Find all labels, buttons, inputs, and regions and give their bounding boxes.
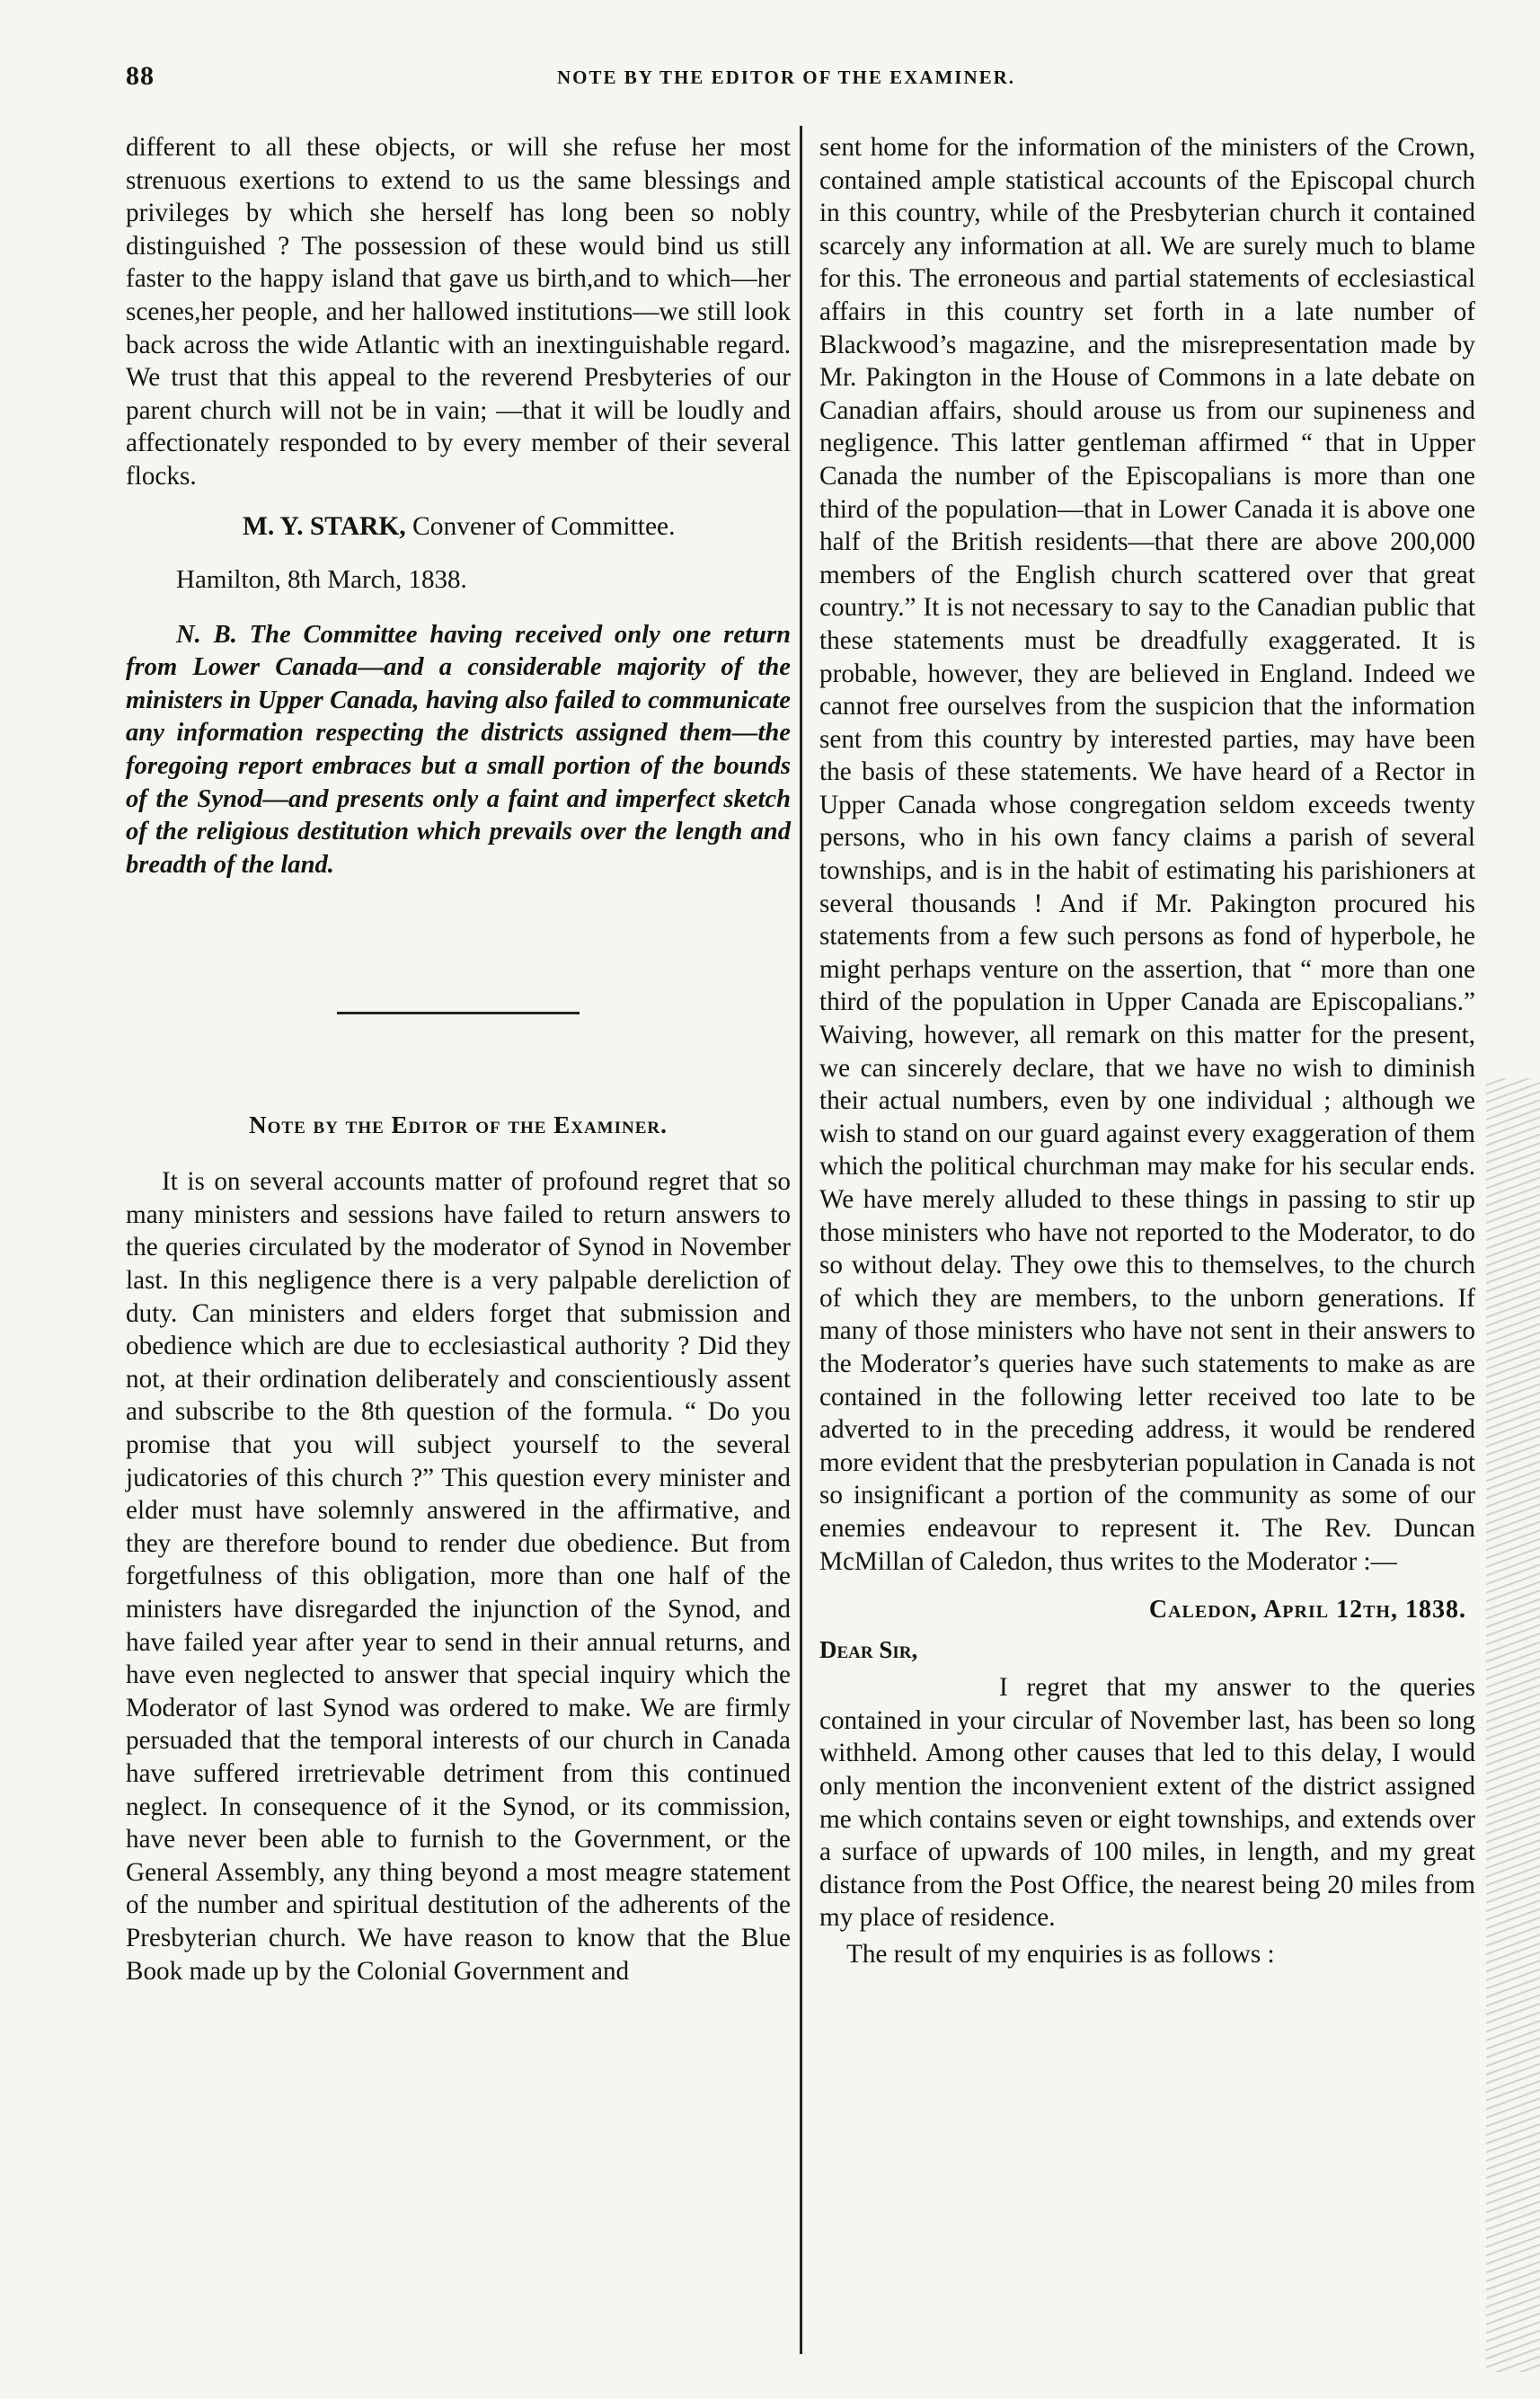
dateline: Hamilton, 8th March, 1838. <box>176 564 467 594</box>
nota-bene <box>126 619 791 882</box>
column-divider <box>800 126 802 2354</box>
running-head: NOTE BY THE EDITOR OF THE EXAMINER. <box>556 66 1016 88</box>
letter-body <box>819 1671 1475 1970</box>
page-header <box>126 61 1447 97</box>
page-edge-binding <box>1486 1078 1540 2372</box>
right-column <box>819 131 1475 1970</box>
opening-paragraph: different to all these objects, or will she refuse her most strenuous exertions to extend to us the same blessings and privileges by which she herself has long been so nobly distinguished ? The possession of these would bind us still faster to the happy island that gave us birth,and to which—her scenes,her people, and her hallowed institutions—we still look back across the wide Atlantic with an inextinguishable regard. We trust that this appeal to the reverend Presbyteries of our parent church will not be in vain; —that it will be loudly and affectionately responded to by every member of their several flocks. <box>126 133 791 491</box>
signature-name: M. Y. STARK, <box>243 511 406 541</box>
nota-bene-text: The Committee having received only one return from Lower Canada—and a considerable majority of the ministers in Upper Canada, having also failed to communicate any information respecting the districts assigned them—the foregoing report embraces but a small portion of the bounds of the Synod—and presents only a faint and imperfect sketch of the religious destitution which prevails over the length and breadth of the land. <box>126 620 791 879</box>
editor-note-paragraph: It is on several accounts matter of profound regret that so many ministers and sessions have failed to return answers to the queries circulated by the moderator of Synod in November last. In this negligence there is a very palpable dereliction of duty. Can ministers and elders forget that submission and obedience which are due to ecclesiastical authority ? Did they not, at their ordination deliberately and conscientiously assent and subscribe to the 8th question of the formula. “ Do you promise that you will subject yourself to the several judicatories of this church ?” This question every minister and elder must have solemnly answered in the affirmative, and they are therefore bound to render due obedience. But from forgetfulness of this obligation, more than one half of the ministers have disregarded the injunction of the Synod, and have failed year after year to send in their annual returns, and have even neglected to answer that special inquiry which the Moderator of last Synod was ordered to make. We are firmly persuaded that the temporal interests of our church in Canada have suffered irretrievable detriment from this continued neglect. In consequence of it the Synod, or its commission, have never been able to furnish to the Government, or the General Assembly, any thing beyond a most meagre statement of the number and spiritual destitution of the adherents of the Presbyterian church. We have reason to know that the Blue Book made up by the Colonial Government and <box>126 1167 791 1986</box>
signature <box>126 509 791 544</box>
continuation-paragraph: sent home for the information of the ministers of the Crown, contained ample statistical accounts of the Episcopal church in this country, while of the Presbyterian church it contained scarcely any information at all. We are surely much to blame for this. The erroneous and partial statements of ecclesiastical affairs in this country set forth in a late number of Blackwood’s magazine, and the misrepresentation made by Mr. Pakington in the House of Commons in a late debate on Canadian affairs, should arouse us from our supineness and negligence. This latter gentleman affirmed “ that in Upper Canada the number of the Episcopalians is more than one third of the population—that in Lower Canada it is above one half of the British residents—that there are above 200,000 members of the English church scattered over that great country.” It is not necessary to say to the Canadian public that these statements must be dreadfully exaggerated. It is probable, however, they are believed in England. Indeed we cannot free ourselves from the suspicion that the information sent from this country by interested parties, may have been the basis of these statements. We have heard of a Rector in Upper Canada whose congregation seldom exceeds twenty persons, who in his own fancy claims a parish of several townships, and is in the habit of estimating his parishioners at several thousands ! And if Mr. Pakington procured his statements from a few such persons as fond of hyperbole, he might perhaps venture on the assertion, that “ more than one third of the population in Upper Canada are Episcopalians.” Waiving, however, all remark on this matter for the present, we can sincerely declare, that we have no wish to diminish their actual numbers, even by one individual ; although we wish to stand on our guard against every exaggeration of them which the political churchman may make for his secular ends. We have merely alluded to these things in passing to stir up those ministers who have not reported to the Moderator, to do so without delay. They owe this to themselves, to the church of which they are members, to the unborn generations. If many of those ministers who have not sent in their answers to the Moderator’s queries have such statements to make as are contained in the following letter received too late to be adverted to in the preceding address, it would be rendered more evident that the presbyterian population in Canada is not so insignificant a portion of the community as some of our enemies endeavour to represent it. The Rev. Duncan McMillan of Caledon, thus writes to the Moderator :— <box>819 133 1475 1576</box>
page-number: 88 <box>126 61 155 91</box>
left-column <box>126 131 791 1987</box>
letter-closing-line: The result of my enquiries is as follows : <box>846 1939 1275 1969</box>
letter-paragraph: I regret that my answer to the queries contained in your circular of November last, has been so long withheld. Among other causes that led to this delay, I would only mention the inconvenient extent of the district assigned me which contains seven or eight townships, and extends over a surface of upwards of 100 miles, in length, and my great distance from the Post Office, the nearest being 20 miles from my place of residence. <box>819 1673 1475 1933</box>
section-heading: Note by the Editor of the Examiner. <box>249 1111 668 1139</box>
letter-dateline: Caledon, April 12th, 1838. <box>1148 1596 1466 1624</box>
letter-salutation: Dear Sir, <box>819 1636 918 1664</box>
signature-title: Convener of Committee. <box>412 511 676 541</box>
section-rule <box>337 1012 580 1014</box>
nota-bene-lead: N. B. <box>176 620 237 649</box>
